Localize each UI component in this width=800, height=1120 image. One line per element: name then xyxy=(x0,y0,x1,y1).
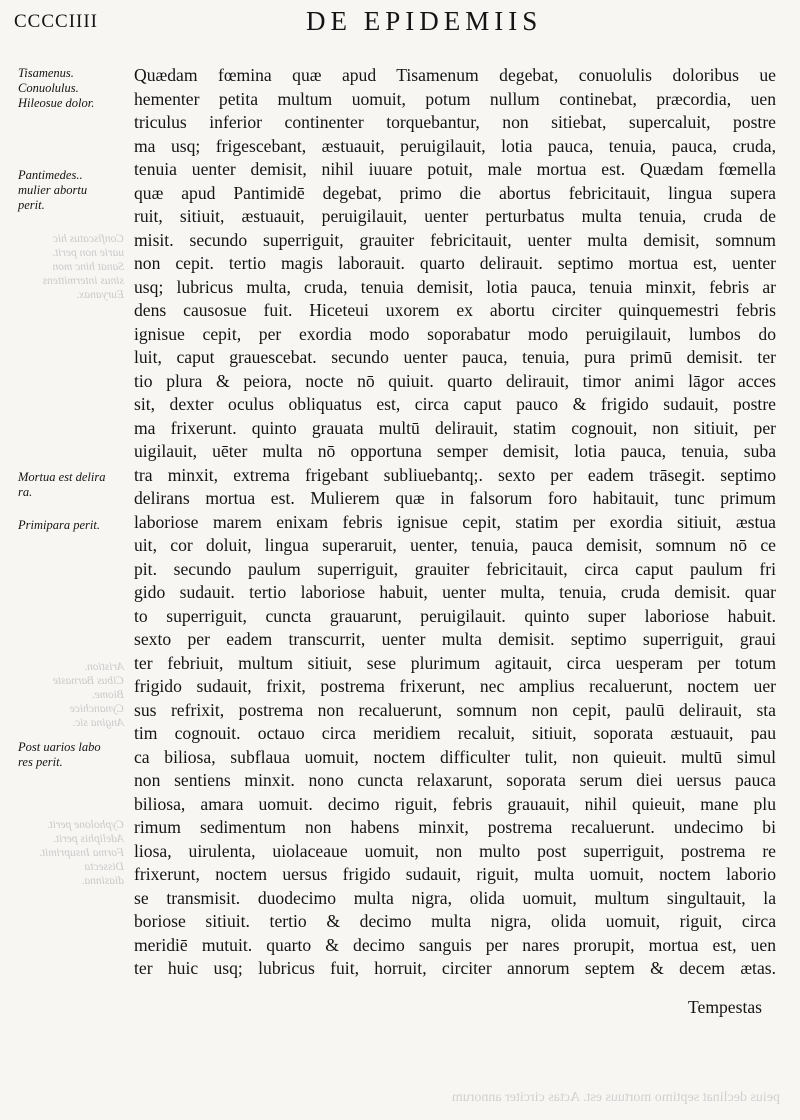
text-line: frixerunt, noctem uersus frigido sudauit, riguit, multa uomuit, noctem laborio xyxy=(134,864,776,884)
text-line: ruit, sitiuit, æstuauit, peruigilauit, uenter perturbatus multa tenuia, cruda de xyxy=(134,206,776,226)
show-through-line: Cypholone perit. xyxy=(46,819,124,831)
show-through-bottom: peius declinat septimo mortuus est. Actas circiter annorum xyxy=(451,1090,780,1105)
show-through-line: Euryanax. xyxy=(76,289,124,301)
text-line: ter huic usq; lubricus fuit, horruit, circiter annorum septem & decem ætas. xyxy=(134,958,776,978)
text-line: hementer petita multum uomuit, potum nullum continebat, præcordia, uen xyxy=(134,88,776,109)
show-through-line: uarie non perit. xyxy=(52,247,124,259)
text-line: tra minxit, extrema frigebant subliuebantq;. sexto per eadem trāsegit. septimo xyxy=(134,464,776,485)
text-line: rimum sedimentum non habens minxit, postrema recaluerunt. undecimo bi xyxy=(134,817,776,837)
main-text-block xyxy=(134,64,776,981)
text-line: liosa, uirulenta, uiolaceaue uomuit, non multo post superriguit, postrema re xyxy=(134,840,776,861)
show-through-line: diasinna. xyxy=(81,875,124,887)
margin-note-line: perit. xyxy=(18,198,45,212)
running-head: DE EPIDEMIIS xyxy=(306,6,543,36)
show-through-line: Aristion. xyxy=(84,661,124,673)
margin-note-mortua xyxy=(18,470,124,500)
text-line: dens causosue fuit. Hiceteui uxorem ex abortu circiter quinquemestri febris xyxy=(134,300,776,320)
show-through-line: Dissecta xyxy=(84,861,124,873)
text-line: misit. secundo superriguit, grauiter febricitauit, uenter multa demisit, somnum xyxy=(134,229,776,250)
text-line: usq; lubricus multa, cruda, tenuia demisit, lotia pauca, tenuia minxit, febris ar xyxy=(134,276,776,297)
text-line: quæ apud Pantimidē degebat, primo die abortus febricitauit, lingua supera xyxy=(134,182,776,203)
show-through-line: Sanat hinc mon xyxy=(52,261,124,273)
text-line: tio plura & peiora, nocte nō quiuit. quarto delirauit, timor animi lāgor acces xyxy=(134,370,776,391)
margin-note-line: Pantimedes.. xyxy=(18,168,83,182)
margin-note-line: Hileosue dolor. xyxy=(18,96,95,110)
text-line: sexto per eadem transcurrit, uenter multa demisit. septimo superriguit, graui xyxy=(134,629,776,649)
show-through-note xyxy=(14,660,124,730)
margin-note-line: Post uarios labo xyxy=(18,740,101,754)
text-line: sit, dexter oculus obliquatus est, circa caput pauco & frigido sudauit, postre xyxy=(134,394,776,414)
text-line: frigido sudauit, frixit, postrema frixerunt, nec amplius recaluerunt, noctem uer xyxy=(134,676,776,696)
text-line: tim cognouit. octauo circa meridiem recaluit, sitiuit, soporata æstuauit, pau xyxy=(134,723,776,743)
text-line: non sentiens minxit. nono cuncta relaxarunt, soporata serum diei uersus pauca xyxy=(134,770,776,790)
text-line: luit, caput grauescebat. secundo uenter pauca, tenuia, pura primū demisit. ter xyxy=(134,347,776,367)
show-through-note xyxy=(14,232,124,302)
margin-note-post-uarios xyxy=(18,740,124,770)
margin-note-line: ra. xyxy=(18,485,33,499)
text-line: tenuia uenter demisit, nihil iuuare potuit, male mortua est. Quædam fœmella xyxy=(134,159,776,179)
margin-note-line: res perit. xyxy=(18,755,63,769)
margin-note-line: Conuolulus. xyxy=(18,81,79,95)
show-through-line: Cynanchice xyxy=(69,703,124,715)
text-line: ma frixerunt. quinto grauata multū delirauit, statim cognouit, non sitiuit, per xyxy=(134,417,776,438)
margin-note-line: Mortua est delira xyxy=(18,470,106,484)
text-line: to superriguit, cuncta grauarunt, peruigilauit. quinto super laboriose habuit. xyxy=(134,605,776,626)
margin-note-tisamenus xyxy=(18,66,124,111)
show-through-line: Biome. xyxy=(91,689,124,701)
margin-note-line: Tisamenus. xyxy=(18,66,74,80)
text-line: gido sudauit. tertio laboriose habuit, uenter multa, tenuia, cruda demisit. quar xyxy=(134,582,776,602)
text-line: sus refrixit, postrema non recaluerunt, somnum non cepit, paulū delirauit, sta xyxy=(134,699,776,720)
margin-note-pantimedes xyxy=(18,168,124,213)
catchword: Tempestas xyxy=(688,997,763,1017)
show-through-line: sinus intermittens xyxy=(42,275,124,287)
show-through-line: Forma Insuprimit. xyxy=(39,847,124,859)
folio-number: CCCCIIII xyxy=(14,11,98,32)
show-through-line: Adeliphis perit. xyxy=(53,833,124,845)
text-line: ma usq; frigescebant, æstuauit, peruigilauit, lotia pauca, tenuia, pauca, cruda, xyxy=(134,135,776,156)
text-line: meridiē mutuit. quarto & decimo sanguis per nares prorupit, mortua est, uen xyxy=(134,934,776,955)
text-line: boriose sitiuit. tertio & decimo multa nigra, olida uomuit, riguit, circa xyxy=(134,911,776,931)
text-line: pit. secundo paulum superriguit, grauiter febricitauit, circa caput paulum fri xyxy=(134,558,776,579)
show-through-line: Confiscatus hic xyxy=(52,233,124,245)
text-line: laboriose marem enixam febris ignisue cepit, statim per exordia sitiuit, æstua xyxy=(134,511,776,532)
text-line: Quædam fœmina quæ apud Tisamenum degebat, conuolulis doloribus ue xyxy=(134,65,776,85)
show-through-note xyxy=(14,818,124,888)
show-through-line: Angina sic. xyxy=(72,717,124,729)
margin-note-line: Primipara perit. xyxy=(18,518,100,532)
text-line: se transmisit. duodecimo multa nigra, olida uomuit, multum singultauit, la xyxy=(134,887,776,908)
text-line: triculus inferior continenter torquebantur, non sitiebat, supercaluit, postre xyxy=(134,112,776,132)
margin-note-primipara xyxy=(18,518,124,533)
text-line: delirans mortua est. Mulierem quæ in falsorum foro habitauit, tunc primum xyxy=(134,488,776,508)
text-line: ter febriuit, multum sitiuit, sese plurimum agitauit, circa uesperam per totum xyxy=(134,652,776,673)
margin-note-line: mulier abortu xyxy=(18,183,88,197)
text-line: ignisue cepit, per exordia modo soporabatur modo peruigilauit, lumbos do xyxy=(134,323,776,344)
text-line: biliosa, amara uomuit. decimo riguit, febris grauauit, nihil quieuit, mane plu xyxy=(134,793,776,814)
text-line: non cepit. tertio magis laborauit. quarto delirauit. septimo mortua est, uenter xyxy=(134,253,776,273)
text-line: uigilauit, uēter multa nō opportuna semper demisit, lotia pauca, tenuia, suba xyxy=(134,441,776,461)
text-line: ca biliosa, subflaua uomuit, noctem difficulter tulit, non quieuit. multū simul xyxy=(134,746,776,767)
text-line: uit, cor doluit, lingua superaruit, uenter, tenuia, pauca demisit, somnum nō ce xyxy=(134,535,776,555)
show-through-line: Cibus Barnaste xyxy=(52,675,124,687)
